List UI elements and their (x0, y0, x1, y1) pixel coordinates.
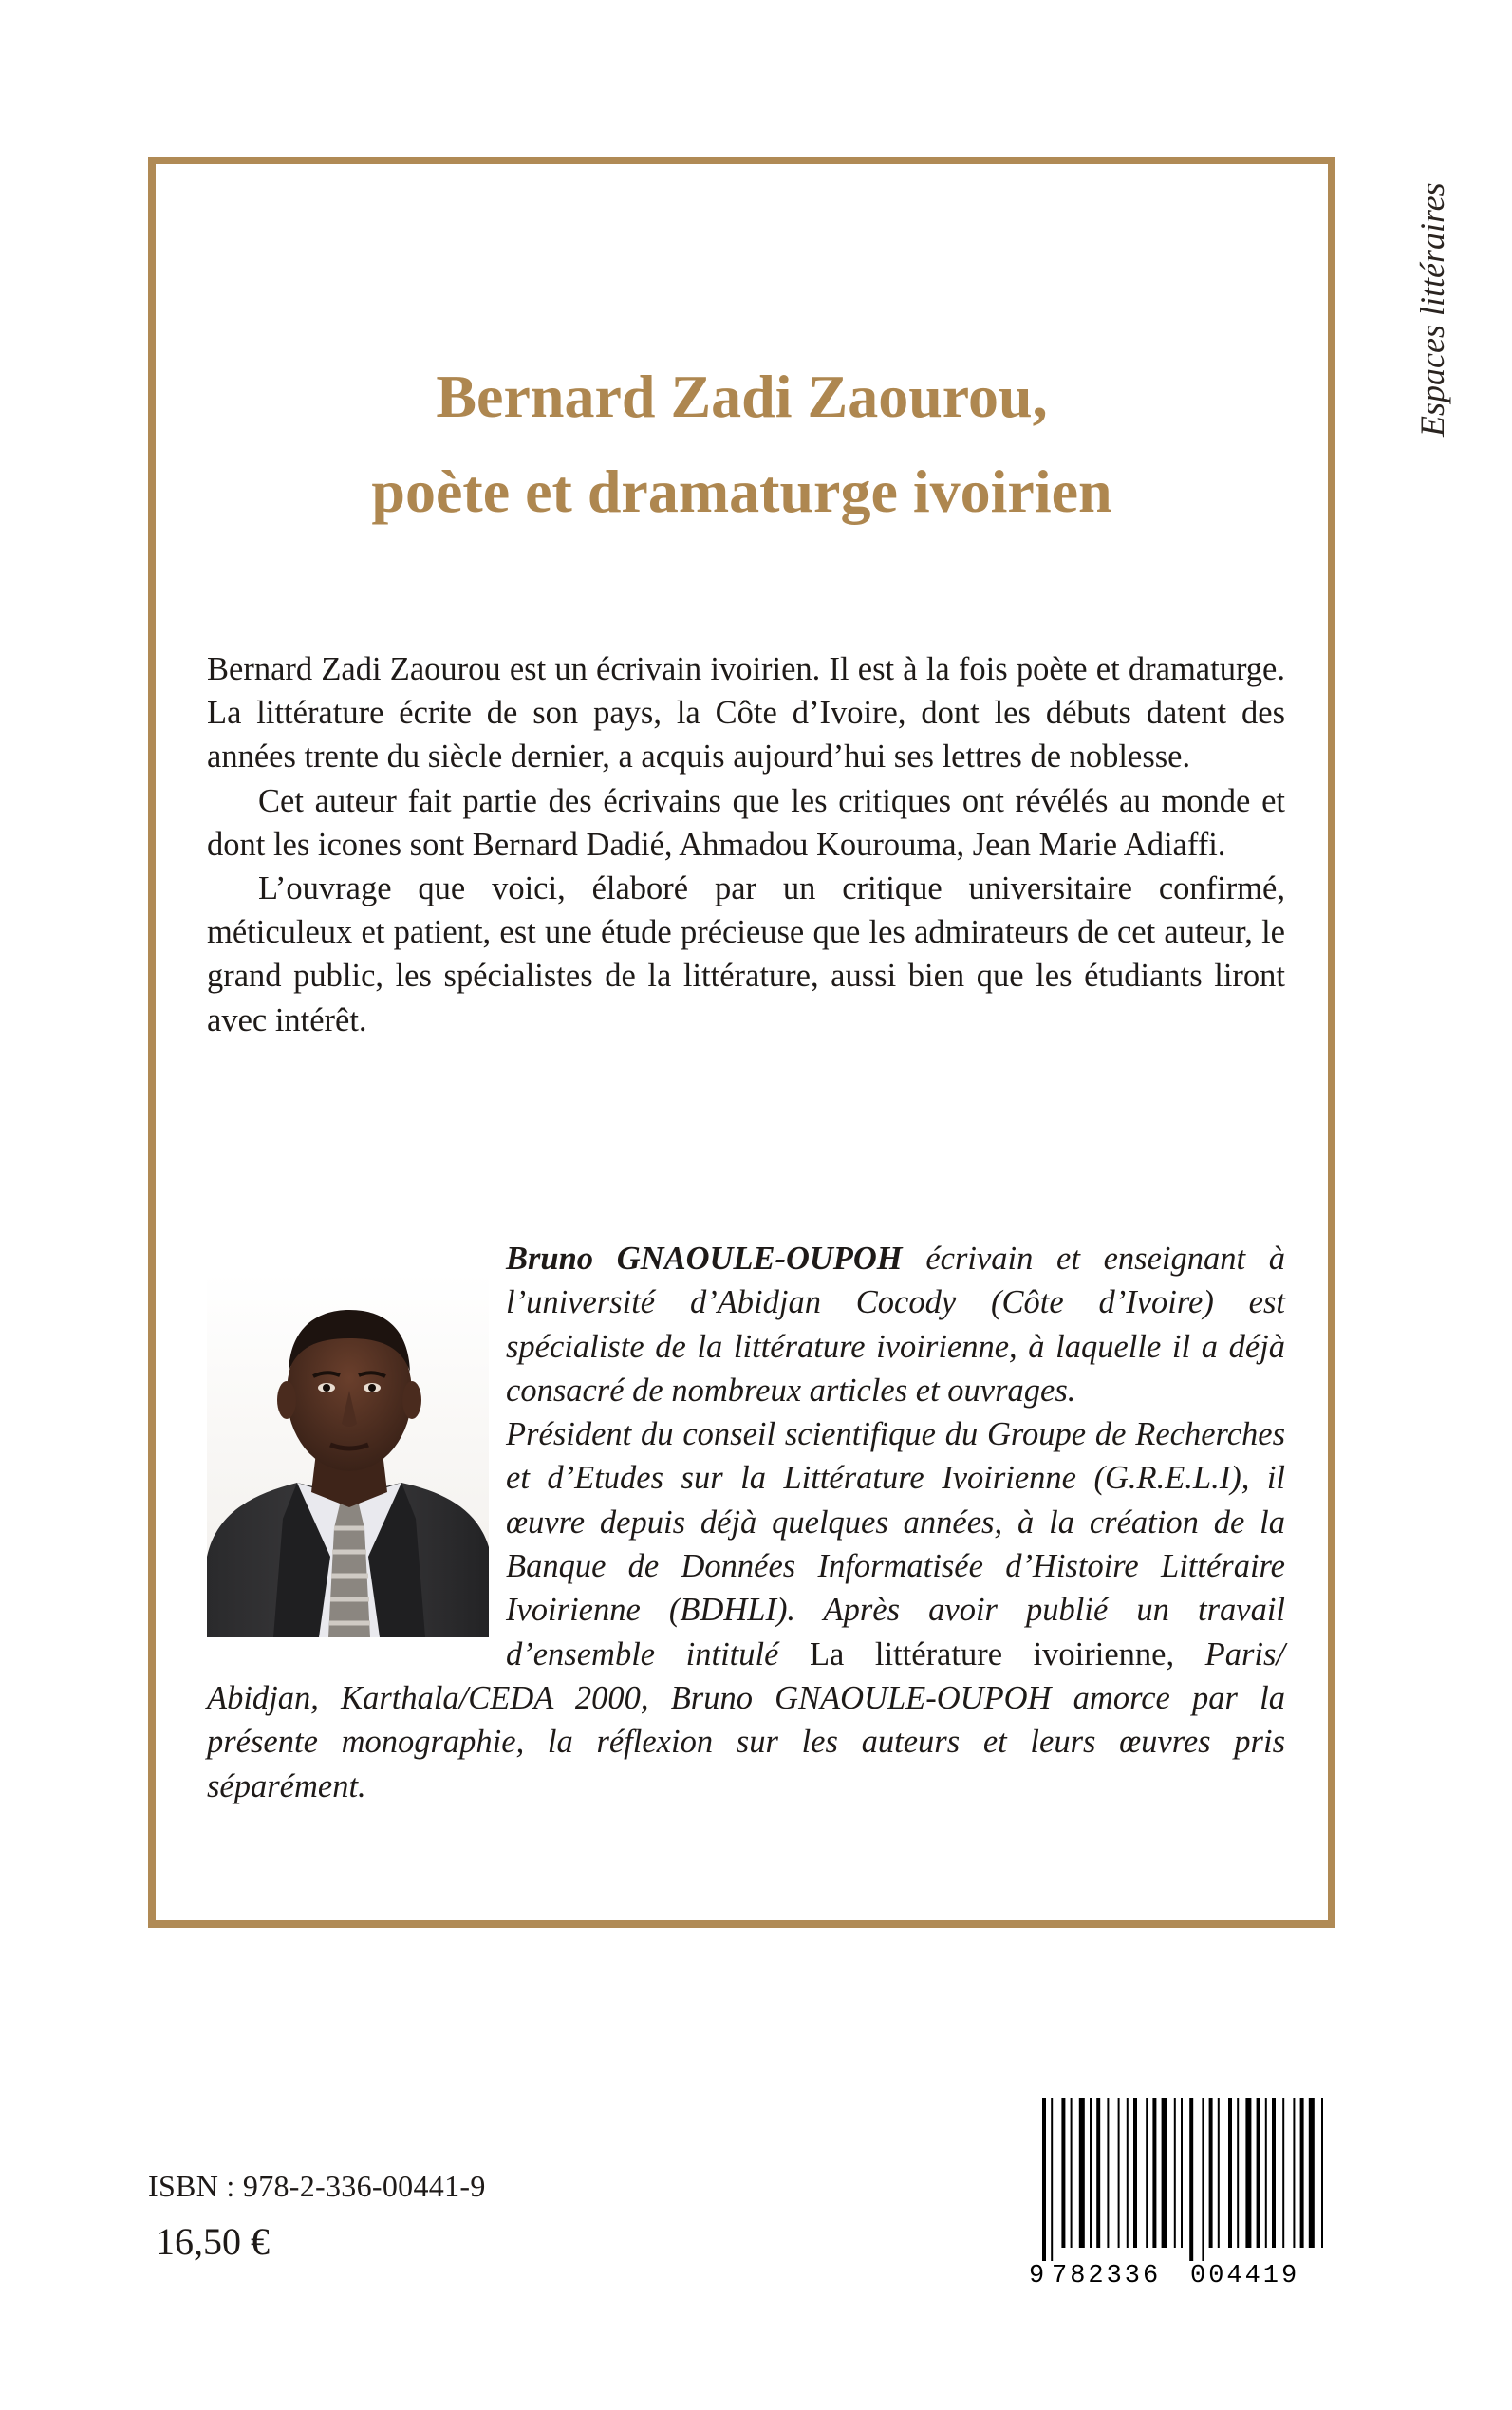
barcode-bar (1152, 2098, 1156, 2248)
summary-paragraph: Bernard Zadi Zaourou est un écrivain ivoirien. Il est à la fois poète et dramaturge. La littérature écrite de son pays, la Côte d’Ivoire, dont les débuts datent des années trente du siècle dernier, a acquis aujourd’hui ses lettres de noblesse. (207, 651, 1285, 775)
barcode-digits-right: 004419 (1190, 2262, 1300, 2290)
barcode-bar (1202, 2098, 1204, 2261)
summary-text (207, 647, 1285, 1042)
barcode-bar (1309, 2098, 1315, 2248)
barcode-bar (1090, 2098, 1092, 2248)
barcode-bar (1209, 2098, 1213, 2248)
barcode-bar (1265, 2098, 1267, 2248)
isbn: ISBN : 978-2-336-00441-9 (148, 2169, 486, 2203)
photo-spacer (207, 1237, 506, 1640)
bio-text: écrivain et enseignant à l’université d’Abidjan Cocody (Côte d’Ivoire) est spécialiste de la littérature ivoirienne, à laquelle il a déjà consacré de nombreux articles et ouvrages. (506, 1241, 1285, 1409)
summary-paragraph: Cet auteur fait partie des écrivains que les critiques ont révélés au monde et dont les icones sont Bernard Dadié, Ahmadou Kourouma, Jean Marie Adiaffi. (207, 782, 1285, 863)
barcode-bar (1162, 2098, 1167, 2248)
barcode-digits-left: 782336 (1052, 2262, 1162, 2290)
barcode-bar (1042, 2098, 1046, 2261)
barcode-bar (1146, 2098, 1148, 2248)
barcode-bar (1127, 2098, 1129, 2248)
barcode-bar (1300, 2098, 1304, 2248)
barcode-bar (1071, 2098, 1073, 2248)
bio-text: Président du conseil scientifique du Groupe de Recherches et d’Etudes sur la Littérature Ivoirienne (G.R.E.L.I), il œuvre depuis déjà quelques années, à la création de la Banque de Données Informatisée d’Histoire Littéraire Ivoirienne (BDHLI). Après avoir publié un travail d’ensemble intitulé (506, 1416, 1285, 1672)
barcode-bar (1257, 2098, 1260, 2248)
barcode-bar (1282, 2098, 1284, 2248)
barcode-bar (1061, 2098, 1065, 2248)
barcode-bar (1237, 2098, 1239, 2248)
barcode-bar (1272, 2098, 1276, 2248)
price: 16,50 € (156, 2220, 270, 2263)
barcode-bar (1133, 2098, 1137, 2248)
book-title-line1: Bernard Zadi Zaourou, (436, 363, 1048, 430)
barcode-bar (1218, 2098, 1220, 2248)
book-title (148, 349, 1335, 539)
series-label: Espaces littéraires (1413, 182, 1451, 437)
barcode-bar (1118, 2098, 1120, 2248)
barcode-bar (1293, 2098, 1295, 2248)
cited-book-title: La littérature ivoirienne, (809, 1635, 1175, 1672)
barcode-bar (1096, 2098, 1100, 2248)
barcode-bar (1107, 2098, 1109, 2248)
barcode-bar (1051, 2098, 1053, 2261)
bio-text: Paris/ Abidjan, Karthala/CEDA 2000, Bruno GNAOULE-OUPOH amorce par la présente monographie, la réflexion sur les auteurs et leurs œuvres pris séparément. (207, 1635, 1285, 1804)
author-biography (207, 1237, 1285, 1808)
barcode-bar (1189, 2098, 1193, 2261)
barcode-bar (1245, 2098, 1251, 2248)
barcode-bar (1228, 2098, 1232, 2248)
barcode-bar (1321, 2098, 1323, 2248)
barcode-bar (1079, 2098, 1085, 2248)
barcode-bar (1174, 2098, 1176, 2248)
barcode-bar (1181, 2098, 1183, 2248)
barcode-digit-first: 9 (1029, 2262, 1045, 2290)
author-name: Bruno GNAOULE-OUPOH (506, 1241, 903, 1277)
barcode (1016, 2092, 1338, 2291)
book-title-line2: poète et dramaturge ivoirien (371, 458, 1112, 525)
summary-paragraph: L’ouvrage que voici, élaboré par un critique universitaire confirmé, méticuleux et patient, est une étude précieuse que les admirateurs de cet auteur, le grand public, les spécialistes de la littérature, aussi bien que les étudiants liront avec intérêt. (207, 870, 1285, 1038)
